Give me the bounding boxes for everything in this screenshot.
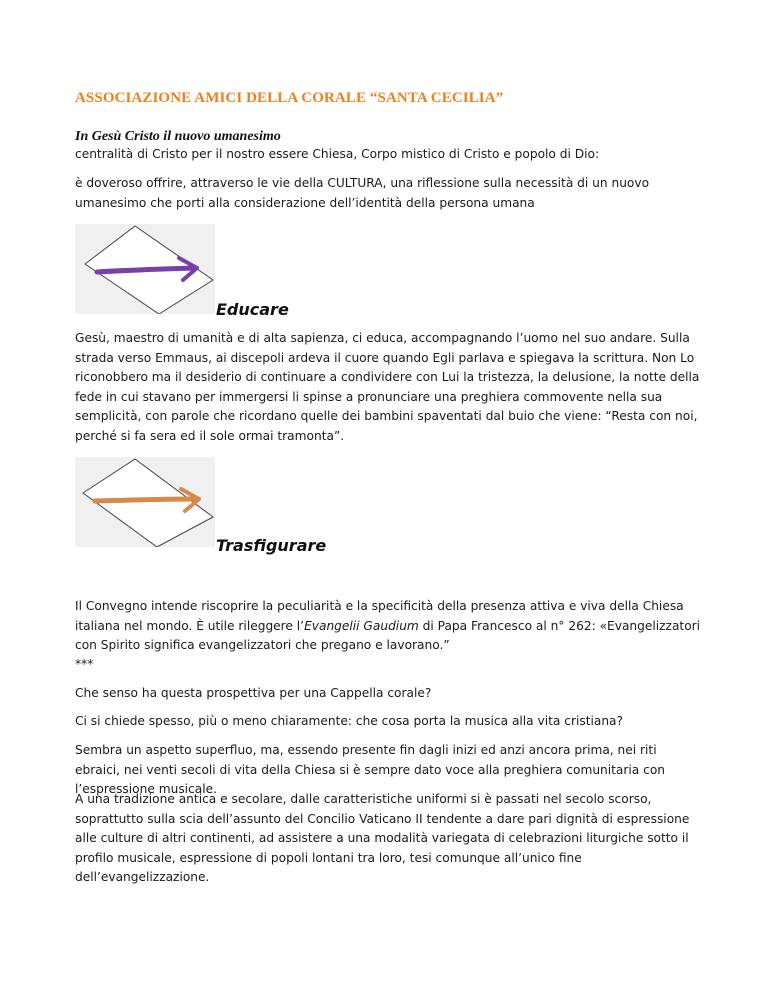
question-1: Che senso ha questa prospettiva per una Cappella corale?: [75, 686, 432, 700]
document-subtitle: In Gesù Cristo il nuovo umanesimo: [75, 129, 281, 144]
paragraph-1: Sembra un aspetto superfluo, ma, essendo presente fin dagli inizi ed anzi ancora prima, nei riti ebraici, nei venti secoli di vita della Chiesa si è sempre dato voce alla preghiera comunitaria con l’espressione musicale.: [75, 743, 666, 796]
convegno-text-1: Il Convegno intende riscoprire la peculiarità e la specificità della presenza attiva e viva della Chiesa italiana nel mondo. È utile rileggere l’: [75, 599, 684, 633]
section-title-trasfigurare: Trasfigurare: [216, 536, 327, 555]
intro-line: centralità di Cristo per il nostro essere Chiesa, Corpo mistico di Cristo e popolo di Dio:: [75, 147, 600, 161]
section-title-educare: Educare: [216, 300, 289, 319]
intro-paragraph: è doveroso offrire, attraverso le vie della CULTURA, una riflessione sulla necessità di un nuovo umanesimo che porti alla considerazione dell’identità della persona umana: [75, 176, 650, 210]
purple-arrow-icon: [75, 224, 215, 314]
question-2: Ci si chiede spesso, più o meno chiaramente: che cosa porta la musica alla vita cristiana?: [75, 714, 623, 728]
evangelii-gaudium-title: Evangelii Gaudium: [304, 618, 419, 633]
educare-body: Gesù, maestro di umanità e di alta sapienza, ci educa, accompagnando l’uomo nel suo andare. Sulla strada verso Emmaus, ai discepoli ardeva il cuore quando Egli parlava e spiegava la scrittura. Non Lo riconobbero ma il desiderio di continuare a condividere con Lui la tristezza, la delusione, la notte della fede in cui stavano per immergersi li spinse a pronunciare una preghiera commovente nella sua semplicità, con parole che ricordano quelle dei bambini spaventati dal buio che viene: “Resta con noi, perché si fa sera ed il sole ormai tramonta”.: [75, 331, 700, 443]
separator: ***: [75, 657, 94, 671]
convegno-text-2: di Papa Francesco al n° 262: «Evangelizzatori con Spirito significa evangelizzatori che pregano e lavorano.”: [75, 618, 701, 652]
convegno-paragraph: [75, 597, 705, 656]
orange-arrow-icon: [75, 457, 215, 547]
document-heading: ASSOCIAZIONE AMICI DELLA CORALE “SANTA CECILIA”: [75, 90, 504, 106]
paragraph-2: A una tradizione antica e secolare, dalle caratteristiche uniformi si è passati nel secolo scorso, soprattutto sulla scia dell’assunto del Concilio Vaticano II tendente a dare pari dignità di espressione alle culture di altri continenti, ad assistere a una modalità variegata di celebrazioni liturgiche sotto il profilo musicale, espressione di popoli lontani tra loro, tesi comunque all’unico fine dell’evangelizzazione.: [75, 792, 690, 884]
